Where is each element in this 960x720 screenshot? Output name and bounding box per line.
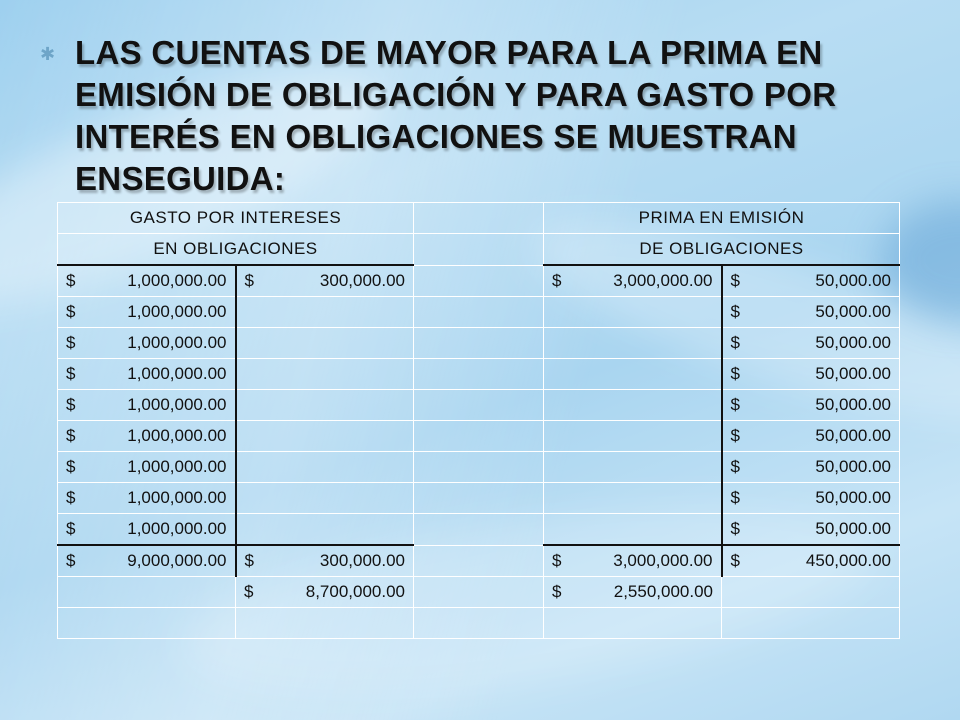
prima-debit-cell — [544, 297, 722, 328]
gap-cell — [414, 328, 544, 359]
prima-debit-cell — [544, 483, 722, 514]
gap-cell — [414, 234, 544, 266]
header-row-1 — [58, 203, 900, 234]
prima-credit-cell: $ 50,000.00 — [722, 452, 900, 483]
balance-row — [58, 577, 900, 608]
table-row — [58, 514, 900, 546]
empty-cell — [414, 608, 544, 639]
prima-credit-cell: $ 50,000.00 — [722, 359, 900, 390]
prima-balance-blank — [722, 577, 900, 608]
prima-debit-cell — [544, 452, 722, 483]
empty-row — [58, 608, 900, 639]
gap-cell — [414, 514, 544, 546]
prima-debit-cell — [544, 390, 722, 421]
ledger-table — [57, 202, 900, 639]
prima-credit-cell: $ 50,000.00 — [722, 483, 900, 514]
prima-credit-cell: $ 50,000.00 — [722, 514, 900, 546]
table-row — [58, 297, 900, 328]
gasto-credit-cell — [236, 452, 414, 483]
prima-total-debit: $ 3,000,000.00 — [544, 545, 722, 577]
slide-title: LAS CUENTAS DE MAYOR PARA LA PRIMA EN EMISIÓN DE OBLIGACIÓN Y PARA GASTO POR INTERÉS EN OBLIGACIONES SE MUESTRAN ENSEGUIDA: — [75, 34, 837, 197]
gasto-credit-cell — [236, 390, 414, 421]
prima-debit-cell — [544, 421, 722, 452]
gap-cell — [414, 577, 544, 608]
gap-cell — [414, 545, 544, 577]
gasto-debit-cell: $ 1,000,000.00 — [58, 328, 236, 359]
prima-balance: $ 2,550,000.00 — [544, 577, 722, 608]
prima-debit-cell: $ 3,000,000.00 — [544, 265, 722, 297]
gap-cell — [414, 203, 544, 234]
table-row — [58, 265, 900, 297]
gasto-total-debit: $ 9,000,000.00 — [58, 545, 236, 577]
gasto-balance-blank — [58, 577, 236, 608]
prima-debit-cell — [544, 514, 722, 546]
gap-cell — [414, 483, 544, 514]
header-row-2 — [58, 234, 900, 266]
bullet-icon: ✱ — [40, 44, 56, 65]
gap-cell — [414, 297, 544, 328]
prima-credit-cell: $ 50,000.00 — [722, 297, 900, 328]
gasto-debit-cell: $ 1,000,000.00 — [58, 390, 236, 421]
gasto-header-line1: GASTO POR INTERESES — [58, 203, 414, 234]
gap-cell — [414, 390, 544, 421]
gasto-credit-cell — [236, 483, 414, 514]
gasto-total-credit: $ 300,000.00 — [236, 545, 414, 577]
gasto-debit-cell: $ 1,000,000.00 — [58, 421, 236, 452]
gasto-debit-cell: $ 1,000,000.00 — [58, 265, 236, 297]
table-row — [58, 359, 900, 390]
prima-debit-cell — [544, 328, 722, 359]
prima-debit-cell — [544, 359, 722, 390]
prima-header-line1: PRIMA EN EMISIÓN — [544, 203, 900, 234]
gap-cell — [414, 421, 544, 452]
gasto-credit-cell — [236, 297, 414, 328]
totals-row — [58, 545, 900, 577]
gasto-balance: $ 8,700,000.00 — [236, 577, 414, 608]
gasto-credit-cell — [236, 359, 414, 390]
gap-cell — [414, 265, 544, 297]
empty-cell — [722, 608, 900, 639]
table-row — [58, 452, 900, 483]
gasto-credit-cell: $ 300,000.00 — [236, 265, 414, 297]
gasto-header-line2: EN OBLIGACIONES — [58, 234, 414, 266]
empty-cell — [236, 608, 414, 639]
empty-cell — [544, 608, 722, 639]
gasto-credit-cell — [236, 514, 414, 546]
table-row — [58, 390, 900, 421]
prima-credit-cell: $ 50,000.00 — [722, 390, 900, 421]
table-row — [58, 483, 900, 514]
gap-cell — [414, 452, 544, 483]
gasto-credit-cell — [236, 421, 414, 452]
gap-cell — [414, 359, 544, 390]
gasto-credit-cell — [236, 328, 414, 359]
gasto-debit-cell: $ 1,000,000.00 — [58, 297, 236, 328]
gasto-debit-cell: $ 1,000,000.00 — [58, 359, 236, 390]
table-row — [58, 421, 900, 452]
gasto-debit-cell: $ 1,000,000.00 — [58, 483, 236, 514]
prima-credit-cell: $ 50,000.00 — [722, 265, 900, 297]
prima-credit-cell: $ 50,000.00 — [722, 328, 900, 359]
prima-total-credit: $ 450,000.00 — [722, 545, 900, 577]
gasto-debit-cell: $ 1,000,000.00 — [58, 452, 236, 483]
prima-credit-cell: $ 50,000.00 — [722, 421, 900, 452]
table-row — [58, 328, 900, 359]
prima-header-line2: DE OBLIGACIONES — [544, 234, 900, 266]
empty-cell — [58, 608, 236, 639]
gasto-debit-cell: $ 1,000,000.00 — [58, 514, 236, 546]
